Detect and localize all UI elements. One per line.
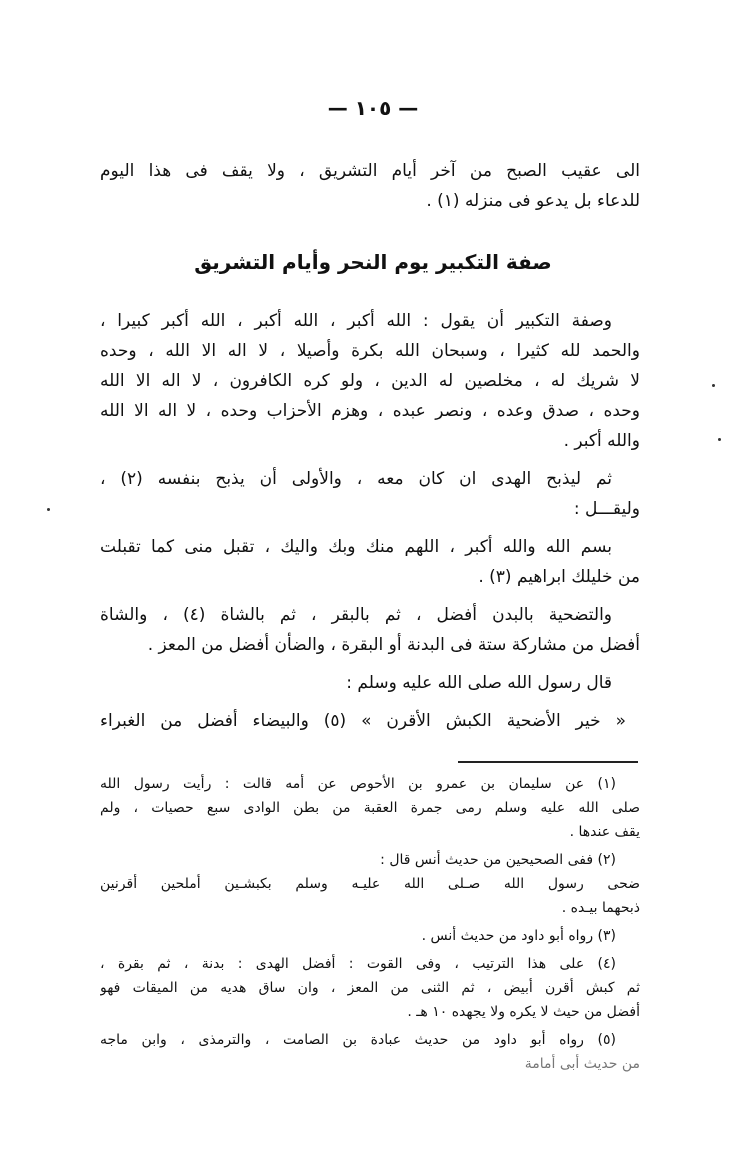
scan-speck <box>718 438 721 441</box>
footnote-2 <box>100 848 640 920</box>
text-line: والله أكبر . <box>563 431 640 451</box>
paragraph-dua <box>100 532 640 592</box>
footnote-line: (٢) ففى الصحيحين من حديث أنس قال : <box>380 852 616 868</box>
paragraph-slaughter <box>100 464 640 524</box>
text-line: لا شريك له ، مخلصين له الدين ، ولو كره الكافرون ، لا اله الا الله <box>100 371 640 391</box>
footnote-line: يقف عندها . <box>569 824 640 840</box>
footnote-4 <box>100 952 640 1024</box>
text-line: « خير الأضحية الكبش الأقرن » (٥) والبيضاء أفضل من الغبراء <box>100 711 626 731</box>
section-heading: صفة التكبير يوم النحر وأيام التشريق <box>194 250 552 274</box>
scan-speck <box>47 508 50 511</box>
text-line: بسم الله والله أكبر ، اللهم منك وبك واليك ، تقبل منى كما تقبلت <box>100 537 612 557</box>
text-line: وحده ، صدق وعده ، ونصر عبده ، وهزم الأحزاب وحده ، لا اله الا الله <box>100 401 640 421</box>
footnote-line: (٥) رواه أبو داود من حديث عبادة بن الصامت ، والترمذى ، وابن ماجه <box>100 1032 616 1048</box>
paragraph-hadith-intro <box>100 668 640 698</box>
footnote-1 <box>100 772 640 844</box>
text-line: الى عقيب الصبح من آخر أيام التشريق ، ولا يقف فى هذا اليوم <box>100 161 640 181</box>
footnote-line: ضحى رسول الله صـلى الله عليـه وسلم بكبشـين أملحين أقرنين <box>100 876 640 892</box>
text-line: والحمد لله كثيرا ، وسبحان الله بكرة وأصيلا ، لا اله الا الله ، وحده <box>100 341 640 361</box>
paragraph-sacrifice <box>100 600 640 660</box>
footnote-divider <box>458 761 638 763</box>
main-body <box>100 306 640 744</box>
footnote-line: (١) عن سليمان بن عمرو بن الأحوص عن أمه قالت : رأيت رسول الله <box>100 776 616 792</box>
text-line: ثم ليذبح الهدى ان كان معه ، والأولى أن يذبح بنفسه (٢) ، <box>100 469 612 489</box>
text-line: قال رسول الله صلى الله عليه وسلم : <box>346 673 612 693</box>
paragraph-takbir <box>100 306 640 456</box>
text-line: من خليلك ابراهيم (٣) . <box>478 567 640 587</box>
footnote-line: أفضل من حيث لا يكره ولا يجهده ١٠ هـ . <box>407 1004 640 1020</box>
text-line: أفضل من مشاركة ستة فى البدنة أو البقرة ، والضأن أفضل من المعز . <box>147 635 640 655</box>
footnote-line: ثم كبش أقرن أبيض ، ثم الثنى من المعز ، وان ساق هديه من الميقات فهو <box>100 980 640 996</box>
footnotes <box>100 772 640 1080</box>
text-line: وليقـــل : <box>573 499 640 519</box>
text-line: للدعاء بل يدعو فى منزله (١) . <box>426 191 640 211</box>
footnote-line: (٤) على هذا الترتيب ، وفى القوت : أفضل الهدى : بدنة ، ثم بقرة ، <box>100 956 616 972</box>
footnote-line: ذبحهما بيـده . <box>561 900 640 916</box>
footnote-3 <box>100 924 640 948</box>
footnote-line: (٣) رواه أبو داود من حديث أنس . <box>421 928 616 944</box>
paragraph-hadith <box>100 706 640 736</box>
footnote-line: من حديث أبى أمامة <box>524 1056 640 1072</box>
footnote-5 <box>100 1028 640 1076</box>
scan-speck <box>712 384 715 387</box>
text-line: وصفة التكبير أن يقول : الله أكبر ، الله أكبر ، الله أكبر كبيرا ، <box>100 311 612 331</box>
page-number: — ١٠٥ — <box>327 96 419 120</box>
footnote-line: صلى الله عليه وسلم رمى جمرة العقبة من بطن الوادى سبع حصيات ، ولم <box>100 800 640 816</box>
text-line: والتضحية بالبدن أفضل ، ثم بالبقر ، ثم بالشاة (٤) ، والشاة <box>100 605 612 625</box>
intro-text <box>100 156 640 216</box>
